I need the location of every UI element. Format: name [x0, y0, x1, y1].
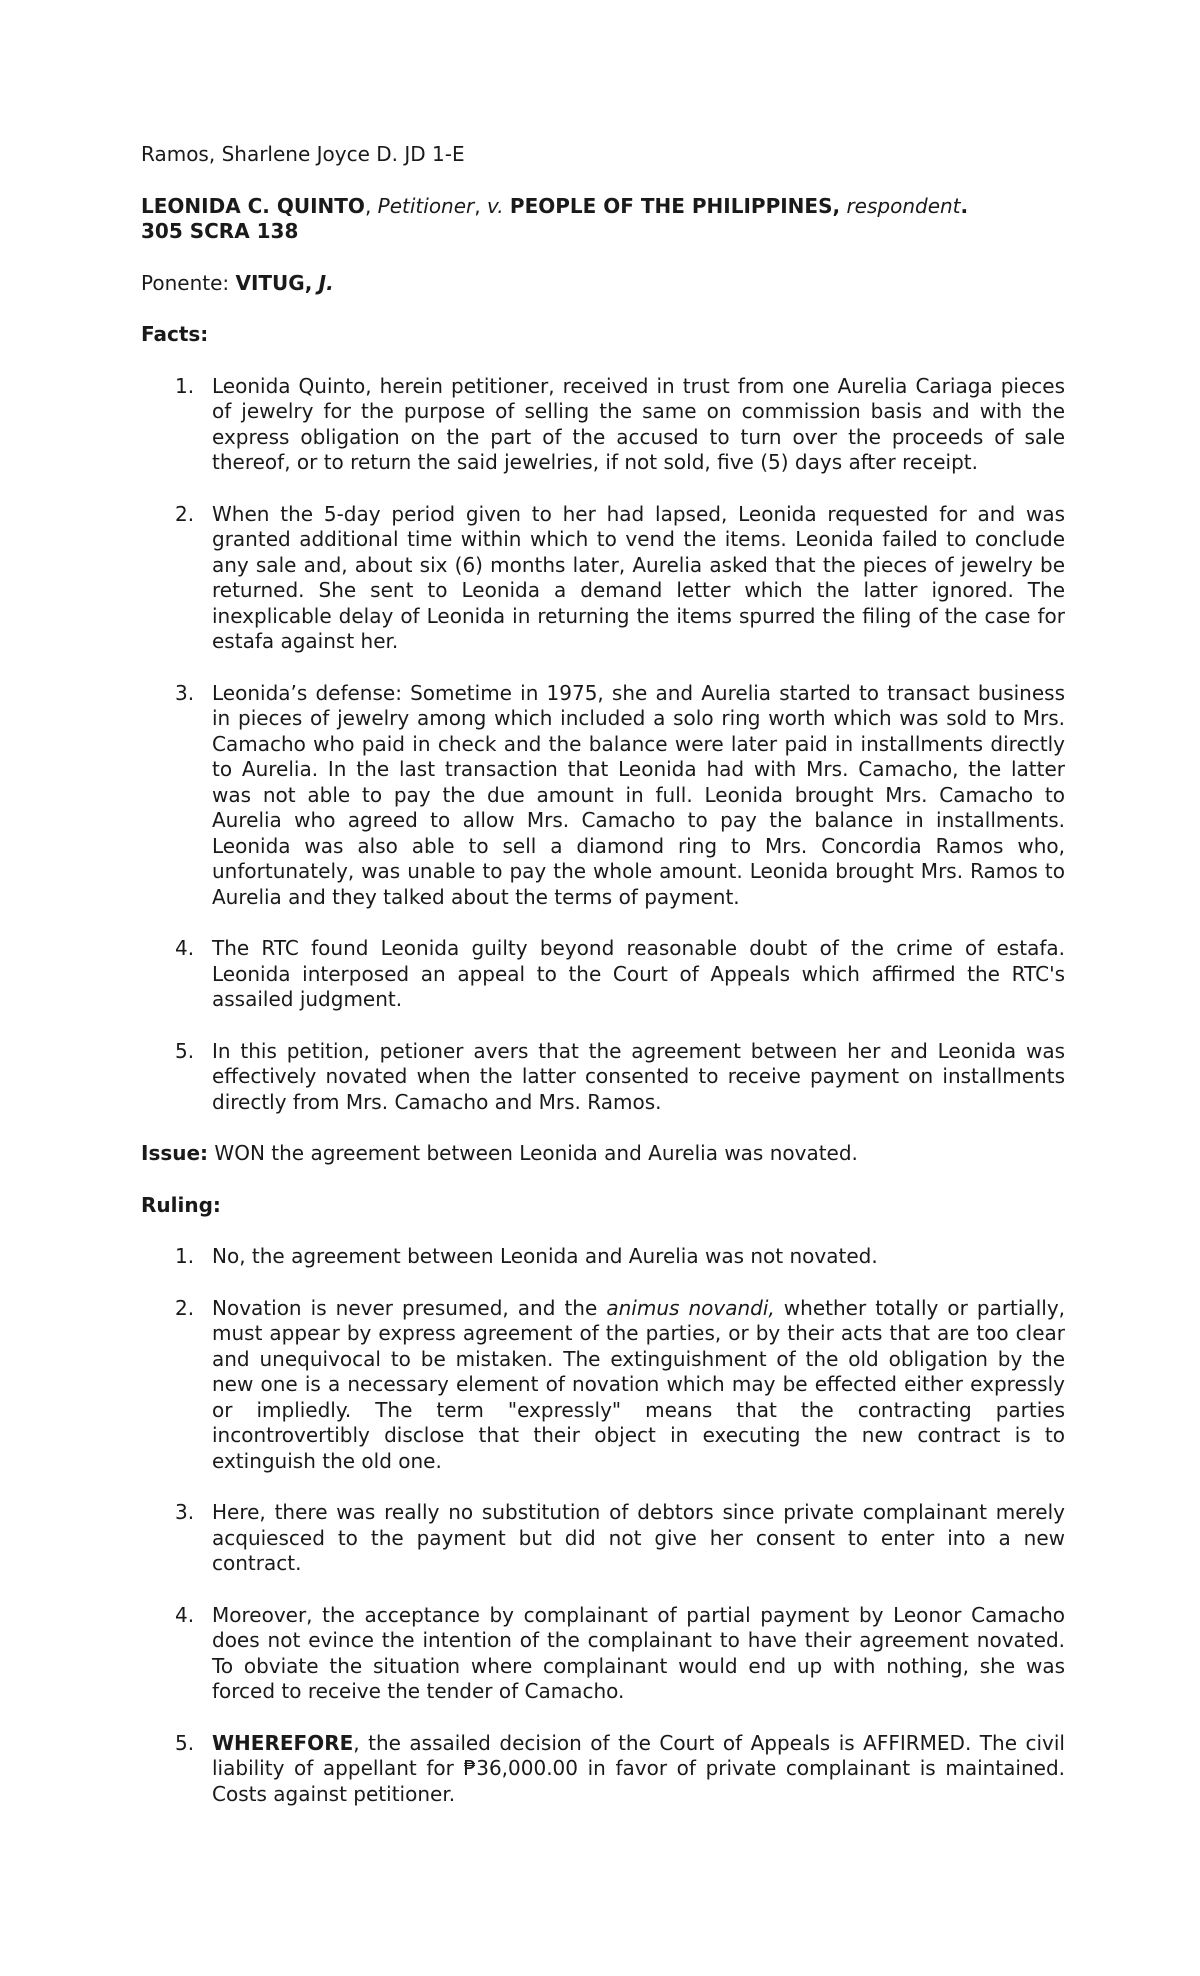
- case-title: [141, 194, 1065, 245]
- document-content: [141, 142, 1065, 1833]
- facts-item-number: 5.: [175, 1038, 195, 1063]
- ruling-item-number: 4.: [175, 1602, 195, 1627]
- ruling-item: [141, 1244, 1065, 1270]
- respondent-label: respondent: [846, 193, 961, 218]
- case-parties-line: LEONIDA C. QUINTO, Petitioner, v. PEOPLE OF THE PHILIPPINES, respondent.: [141, 193, 969, 218]
- facts-list: [141, 374, 1065, 1116]
- ruling-item-text: Moreover, the acceptance by complainant of partial payment by Leonor Camacho does not evince the intention of the complainant to have their agreement novated. To obviate the situation where complainant would end up with nothing, she was forced to receive the tender of Camacho.: [212, 1602, 1065, 1703]
- author-line: Ramos, Sharlene Joyce D. JD 1-E: [141, 142, 465, 166]
- ruling-item-number: 2.: [175, 1295, 195, 1320]
- ruling-item-number: 3.: [175, 1500, 195, 1524]
- issue-text: WON the agreement between Leonida and Aurelia was novated.: [214, 1141, 858, 1165]
- facts-item-text: When the 5-day period given to her had lapsed, Leonida requested for and was granted additional time within which to vend the items. Leonida failed to conclude any sale and, about six (6) months later, Aurelia asked that the pieces of jewelry be returned. She sent to Leonida a demand letter which the latter ignored. The inexplicable delay of Leonida in returning the items spurred the filing of the case for estafa against her.: [212, 501, 1065, 653]
- ponente-line: [141, 271, 1065, 297]
- ruling-heading: Ruling:: [141, 1192, 221, 1217]
- facts-item: [141, 1039, 1065, 1116]
- ruling-item: [141, 1296, 1065, 1475]
- ponente-name: VITUG,: [235, 270, 313, 295]
- facts-item-text: Leonida’s defense: Sometime in 1975, she and Aurelia started to transact business in pieces of jewelry among which included a solo ring worth which was sold to Mrs. Camacho who paid in check and the balance were later paid in installments directly to Aurelia. In the last transaction that Leonida had with Mrs. Camacho, the latter was not able to pay the due amount in full. Leonida brought Mrs. Camacho to Aurelia who agreed to allow Mrs. Camacho to pay the balance in installments. Leonida was also able to sell a diamond ring to Mrs. Concordia Ramos who, unfortunately, was unable to pay the whole amount. Leonida brought Mrs. Ramos to Aurelia and they talked about the terms of payment.: [212, 680, 1065, 909]
- facts-item: [141, 681, 1065, 911]
- ruling-item-italic: animus novandi,: [606, 1295, 775, 1320]
- respondent-name: PEOPLE OF THE PHILIPPINES,: [509, 193, 841, 218]
- ponente-label: Ponente:: [141, 270, 230, 295]
- facts-item-number: 4.: [175, 936, 195, 960]
- ruling-item-text-after: whether totally or partially, must appear by express agreement of the parties, or by their acts that are too clear and unequivocal to be mistaken. The extinguishment of the old obligation by the new one is a necessary element of novation which may be effected either expressly or impliedly. The term "expressly" means that the contracting parties incontrovertibly disclose that their object in executing the new contract is to extinguish the old one.: [212, 1295, 1066, 1473]
- ruling-item: [141, 1731, 1065, 1808]
- ruling-list: [141, 1244, 1065, 1807]
- ruling-item-number: 1.: [175, 1244, 195, 1268]
- facts-item-text: Leonida Quinto, herein petitioner, received in trust from one Aurelia Cariaga pieces of jewelry for the purpose of selling the same on commission basis and with the express obligation on the part of the accused to turn over the proceeds of sale thereof, or to return the said jewelries, if not sold, five (5) days after receipt.: [212, 373, 1065, 474]
- facts-item: [141, 936, 1065, 1013]
- facts-item-text: The RTC found Leonida guilty beyond reasonable doubt of the crime of estafa. Leonida interposed an appeal to the Court of Appeals which affirmed the RTC's assailed judgment.: [212, 936, 1065, 1011]
- issue-label: Issue:: [141, 1141, 209, 1165]
- ruling-item-text: No, the agreement between Leonida and Aurelia was not novated.: [212, 1244, 878, 1268]
- facts-item-text: In this petition, petioner avers that the agreement between her and Leonida was effectively novated when the latter consented to receive payment on installments directly from Mrs. Camacho and Mrs. Ramos.: [212, 1038, 1065, 1114]
- wherefore-label: WHEREFORE: [212, 1730, 354, 1755]
- case-citation: 305 SCRA 138: [141, 219, 299, 243]
- versus: v.: [486, 193, 504, 218]
- ruling-item: [141, 1500, 1065, 1577]
- facts-item: [141, 502, 1065, 655]
- facts-heading: Facts:: [141, 322, 209, 346]
- petitioner-label: Petitioner: [377, 193, 475, 218]
- ruling-item-text-before: Novation is never presumed, and the: [212, 1295, 607, 1320]
- ruling-item-number: 5.: [175, 1730, 195, 1755]
- facts-item-number: 1.: [175, 373, 195, 398]
- facts-item-number: 2.: [175, 501, 195, 526]
- ponente-suffix: J.: [318, 270, 334, 295]
- ruling-item-text: , the assailed decision of the Court of Appeals is AFFIRMED. The civil liability of appellant for ₱36,000.00 in favor of private complainant is maintained. Costs against petitioner.: [212, 1730, 1065, 1806]
- ruling-item: [141, 1603, 1065, 1705]
- petitioner-name: LEONIDA C. QUINTO: [141, 193, 365, 218]
- issue-line: [141, 1141, 1065, 1167]
- facts-item: [141, 374, 1065, 476]
- ruling-item-text: Here, there was really no substitution of debtors since private complainant merely acquiesced to the payment but did not give her consent to enter into a new contract.: [212, 1500, 1065, 1575]
- facts-item-number: 3.: [175, 680, 195, 705]
